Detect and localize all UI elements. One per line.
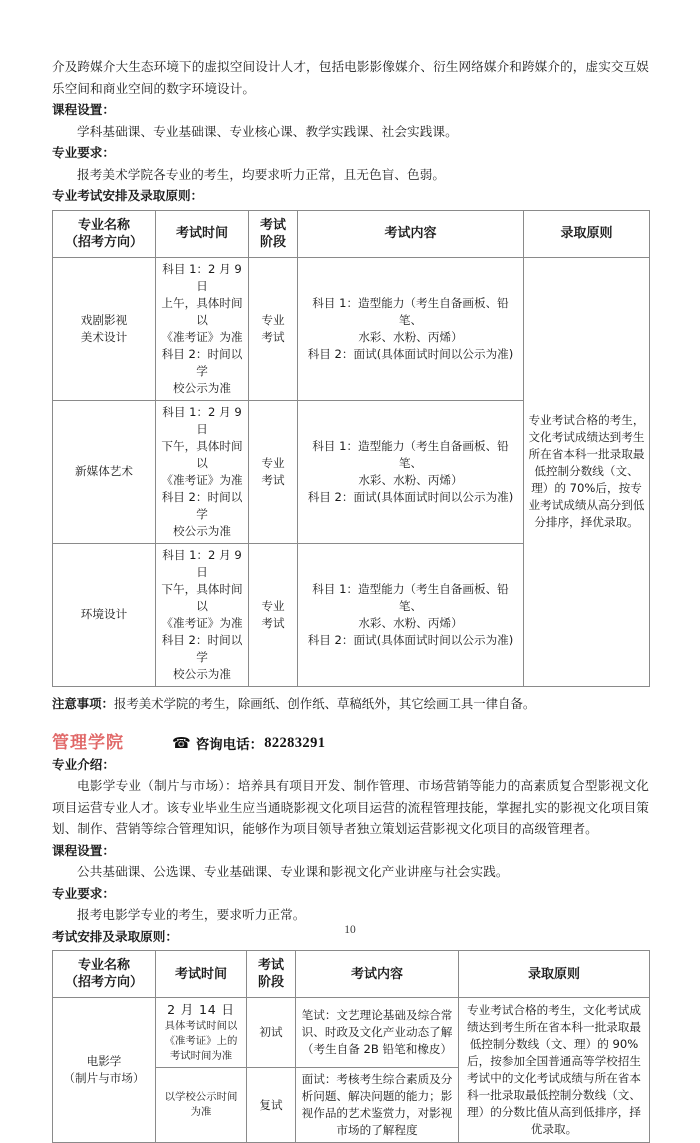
table-header-row — [53, 210, 650, 257]
time-line: 科目 2：时间以学 — [161, 346, 243, 378]
major-line1: 电影学 — [86, 1054, 122, 1068]
stage-line2: 考试 — [261, 615, 285, 630]
th-exam-stage — [247, 951, 296, 998]
th-major-name — [53, 210, 156, 257]
time-line: 科目 1：2 月 9 日 — [162, 547, 242, 579]
phone-label: 咨询电话： — [195, 737, 264, 753]
cell-admission-rule: 专业考试合格的考生，文化考试成绩达到考生所在省本科一批录取最低控制分数线（文、理）的 70%后，按专业考试成绩从高分到低分排序，择优录取。 — [524, 257, 650, 686]
stage-line2: 考试 — [261, 472, 285, 487]
th-exam-time: 考试时间 — [156, 210, 249, 257]
time-line: 《准考证》为准 — [161, 329, 243, 344]
table-row — [53, 257, 650, 400]
time-line: 科目 1：2 月 9 日 — [162, 404, 242, 436]
courses-label: 课程设置： — [52, 102, 115, 117]
cell-exam-time — [156, 998, 247, 1068]
cell-exam-content — [298, 543, 524, 686]
time-line: 校公示为准 — [173, 666, 231, 681]
th-exam-content: 考试内容 — [296, 951, 459, 998]
stage-line1: 专业 — [261, 312, 285, 327]
exam-date: 2 月 14 日 — [167, 1002, 235, 1017]
cell-exam-stage: 初试 — [247, 998, 296, 1068]
cell-exam-time — [156, 543, 249, 686]
cell-major-name — [53, 998, 156, 1143]
th-exam-stage — [249, 210, 298, 257]
fine-arts-exam-table — [52, 210, 650, 687]
content-line: 水彩、水粉、丙烯） — [358, 329, 463, 344]
cell-exam-time — [156, 400, 249, 543]
th-major-line1: 专业名称 — [77, 217, 130, 233]
th-stage-line1: 考试 — [257, 958, 284, 973]
content-line: 科目 2：面试(具体面试时间以公示为准) — [307, 489, 514, 504]
phone-number: 82283291 — [264, 734, 326, 751]
th-major-line2: （招考方向） — [64, 234, 143, 250]
time-line: 科目 1：2 月 9 日 — [162, 261, 242, 293]
content-line: 科目 1：造型能力（考生自备画板、铅笔、 — [312, 438, 509, 470]
cell-major-name: 新媒体艺术 — [53, 400, 156, 543]
time-line: 为准 — [190, 1106, 212, 1118]
page-content — [52, 56, 649, 1143]
th-admission-rule: 录取原则 — [524, 210, 650, 257]
notice-label: 注意事项： — [52, 695, 114, 711]
notice-text: 报考美术学院的考生，除画纸、创作纸、草稿纸外，其它绘画工具一律自备。 — [113, 695, 536, 711]
cell-exam-content — [298, 400, 524, 543]
th-admission-rule: 录取原则 — [459, 951, 650, 998]
time-line: 具体考试时间以 — [164, 1020, 238, 1032]
cell-exam-stage: 复试 — [247, 1068, 296, 1143]
consultation-phone-block — [172, 733, 325, 753]
stage-line1: 专业 — [261, 455, 285, 470]
time-line: 下午，具体时间以 — [161, 581, 243, 613]
th-major-line1: 专业名称 — [77, 958, 130, 973]
time-line: 上午，具体时间以 — [161, 295, 243, 327]
th-exam-content: 考试内容 — [298, 210, 524, 257]
time-line: 《准考证》上的 — [164, 1035, 238, 1047]
stage-line2: 考试 — [261, 329, 285, 344]
content-line: 科目 2：面试(具体面试时间以公示为准) — [307, 346, 514, 361]
th-stage-line2: 阶段 — [257, 975, 284, 990]
table-row — [53, 998, 650, 1068]
time-line: 《准考证》为准 — [161, 472, 243, 487]
management-exam-arrangement-label: 考试安排及录取原则： — [52, 928, 178, 944]
management-courses-text: 公共基础课、公选课、专业基础课、专业课和影视文化产业讲座与社会实践。 — [77, 864, 509, 879]
time-line: 《准考证》为准 — [161, 615, 243, 630]
time-line: 以学校公示时间 — [164, 1091, 238, 1103]
management-requirements-text: 报考电影学专业的考生，要求听力正常。 — [77, 907, 306, 922]
cell-exam-stage — [249, 257, 298, 400]
content-line: 科目 1：造型能力（考生自备画板、铅笔、 — [312, 295, 509, 327]
requirements-label: 专业要求： — [52, 145, 115, 160]
th-major-name — [53, 951, 156, 998]
th-stage-line1: 考试 — [259, 217, 286, 233]
content-line: 科目 1：造型能力（考生自备画板、铅笔、 — [312, 581, 509, 613]
management-intro-text: 电影学专业（制片与市场）：培养具有项目开发、制作管理、市场营销等能力的高素质复合型影视文化项目运营专业人才。该专业毕业生应当通晓影视文化项目运营的流程管理技能，掌握扎实的影视文化项目策划、制作、营销等综合管理知识，能够作为项目领导者独立策划运营影视文化项目的高级管理者。 — [52, 778, 649, 836]
cell-exam-content — [298, 257, 524, 400]
cell-exam-content: 面试：考核考生综合素质及分析问题、解决问题的能力；影视作品的艺术鉴赏力，对影视市场的了解程度 — [296, 1068, 459, 1143]
table-header-row — [53, 951, 650, 998]
time-line: 科目 2：时间以学 — [161, 489, 243, 521]
time-line: 考试时间为准 — [169, 1050, 233, 1062]
telephone-icon: ☎ — [172, 733, 191, 752]
management-exam-table — [52, 950, 650, 1143]
th-exam-time: 考试时间 — [156, 951, 247, 998]
content-line: 科目 2：面试(具体面试时间以公示为准) — [307, 632, 514, 647]
management-intro-label: 专业介绍： — [52, 756, 115, 772]
college-heading-row — [52, 728, 649, 752]
intro-continuation-paragraph: 介及跨媒介大生态环境下的虚拟空间设计人才，包括电影影像媒介、衍生网络媒介和跨媒介的，虚实交互娱乐空间和商业空间的数字环境设计。 — [52, 59, 649, 96]
cell-major-name — [53, 257, 156, 400]
content-line: 水彩、水粉、丙烯） — [358, 472, 463, 487]
cell-exam-stage — [249, 400, 298, 543]
cell-admission-rule: 专业考试合格的考生，文化考试成绩达到考生所在省本科一批录取最低控制分数线（文、理）的 90%后，按参加全国普通高等学校招生考试中的文化考试成绩与所在省本科一批录取最低控制分数线（文、理）的分数比值从高到低排序，择优录取。 — [459, 998, 650, 1143]
time-line: 校公示为准 — [173, 380, 231, 395]
requirements-text: 报考美术学院各专业的考生，均要求听力正常，且无色盲、色弱。 — [77, 166, 446, 182]
cell-exam-content: 笔试：文艺理论基础及综合常识、时政及文化产业动态了解（考生自备 2B 铅笔和橡皮） — [296, 998, 459, 1068]
major-line1: 戏剧影视 — [80, 312, 128, 327]
courses-text: 学科基础课、专业基础课、专业核心课、教学实践课、社会实践课。 — [77, 123, 458, 139]
major-line2: （制片与市场） — [63, 1071, 145, 1085]
cell-exam-time — [156, 1068, 247, 1143]
college-name: 管理学院 — [52, 732, 124, 753]
management-courses-label: 课程设置： — [52, 842, 115, 858]
management-requirements-label: 专业要求： — [52, 885, 115, 901]
th-major-line2: （招考方向） — [64, 975, 143, 990]
content-line: 水彩、水粉、丙烯） — [358, 615, 463, 630]
th-stage-line2: 阶段 — [259, 234, 286, 250]
cell-exam-time — [156, 257, 249, 400]
time-line: 校公示为准 — [173, 523, 231, 538]
exam-arrangement-label: 专业考试安排及录取原则： — [52, 188, 204, 203]
cell-major-name: 环境设计 — [53, 543, 156, 686]
cell-exam-stage — [249, 543, 298, 686]
stage-line1: 专业 — [261, 598, 285, 613]
page-number: 10 — [344, 924, 356, 936]
time-line: 下午，具体时间以 — [161, 438, 243, 470]
major-line2: 美术设计 — [80, 329, 128, 344]
time-line: 科目 2：时间以学 — [161, 632, 243, 664]
notice-line — [52, 693, 649, 714]
